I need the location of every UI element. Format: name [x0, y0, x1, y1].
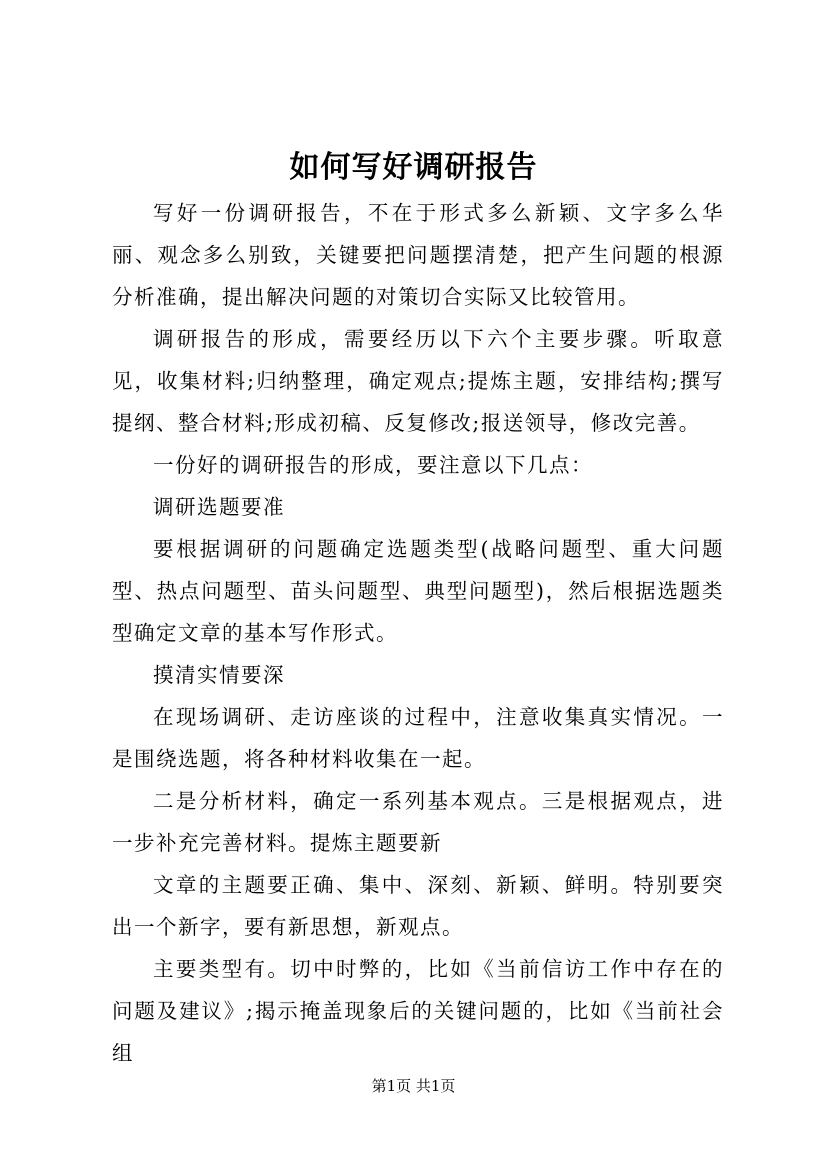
paragraph: 要根据调研的问题确定选题类型(战略问题型、重大问题型、热点问题型、苗头问题型、典型问题型)，然后根据选题类型确定文章的基本写作形式。: [112, 537, 724, 645]
paragraph: 写好一份调研报告，不在于形式多么新颖、文字多么华丽、观念多么别致，关键要把问题摆清楚，把产生问题的根源分析准确，提出解决问题的对策切合实际又比较管用。: [112, 201, 724, 309]
paragraph: 文章的主题要正确、集中、深刻、新颖、鲜明。特别要突出一个新字，要有新思想，新观点。: [112, 873, 724, 939]
page-title: 如何写好调研报告: [289, 150, 538, 185]
section-heading: 摸清实情要深: [153, 663, 285, 687]
document-body: [112, 192, 724, 1074]
page-footer: 第1页 共1页: [371, 1077, 456, 1095]
paragraph: 二是分析材料，确定一系列基本观点。三是根据观点，进一步补充完善材料。提炼主题要新: [112, 789, 724, 855]
paragraph: 在现场调研、走访座谈的过程中，注意收集真实情况。一是围绕选题，将各种材料收集在一起。: [112, 705, 724, 771]
paragraph: 主要类型有。切中时弊的，比如《当前信访工作中存在的问题及建议》;揭示掩盖现象后的关键问题的，比如《当前社会组: [112, 957, 724, 1065]
paragraph: 一份好的调研报告的形成，要注意以下几点：: [153, 453, 593, 477]
paragraph: 调研报告的形成，需要经历以下六个主要步骤。听取意见，收集材料;归纳整理，确定观点;提炼主题，安排结构;撰写提纲、整合材料;形成初稿、反复修改;报送领导，修改完善。: [112, 327, 724, 435]
section-heading: 调研选题要准: [153, 495, 285, 519]
